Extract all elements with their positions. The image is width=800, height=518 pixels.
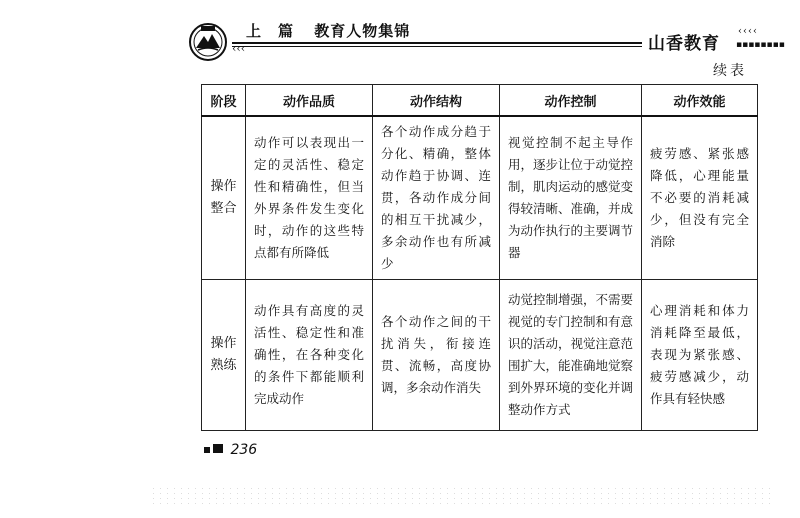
control-text: 动觉控制增强，不需要视觉的专门控制和有意识的活动，视觉注意范围扩大，能准确地觉察到外界环境的变化并调整动作方式 xyxy=(508,292,634,417)
scan-noise xyxy=(150,486,770,506)
section-title: 教育人物集锦 xyxy=(314,22,411,40)
page-number: 236 xyxy=(230,442,258,458)
column-header: 动作结构 xyxy=(373,85,500,117)
column-header: 动作效能 xyxy=(642,85,758,117)
page-number-block xyxy=(204,442,257,460)
quality-cell xyxy=(246,116,373,280)
column-header: 阶段 xyxy=(202,85,246,117)
stage-label: 操作 整合 xyxy=(210,179,237,216)
header-rule xyxy=(232,42,642,44)
motor-skill-stage-table xyxy=(201,84,758,431)
publisher-logo-icon xyxy=(188,22,228,62)
header-rule-thin xyxy=(232,46,642,47)
running-head xyxy=(246,20,410,41)
continued-label: 续表 xyxy=(713,63,747,79)
structure-text: 各个动作之间的干扰消失，衔接连贯、流畅，高度协调，多余动作消失 xyxy=(381,314,491,395)
quality-text: 动作具有高度的灵活性、稳定性和准确性，在各种变化的条件下都能顺利完成动作 xyxy=(254,303,364,406)
control-cell xyxy=(500,280,642,431)
control-cell xyxy=(500,116,642,280)
page-mark-icon xyxy=(204,447,210,453)
control-text: 视觉控制不起主导作用，逐步让位于动觉控制，肌肉运动的感觉变得较清晰、准确，并成为动作执行的主要调节器 xyxy=(508,135,634,260)
chevron-marks: ‹‹‹ xyxy=(232,42,246,55)
efficiency-text: 疲劳感、紧张感降低，心理能量不必要的消耗减少，但没有完全消除 xyxy=(650,146,749,249)
structure-text: 各个动作成分趋于分化、精确，整体动作趋于协调、连贯，各动作成分间的相互干扰减少，多余动作也有所减少 xyxy=(381,124,491,271)
stage-label: 操作 熟练 xyxy=(210,336,237,373)
table-header-row xyxy=(202,85,758,117)
column-header: 动作品质 xyxy=(246,85,373,117)
page-mark-icon xyxy=(213,444,223,453)
brand-marks: ‹‹‹‹ xyxy=(738,26,758,37)
efficiency-cell xyxy=(642,280,758,431)
stage-cell xyxy=(202,116,246,280)
structure-cell xyxy=(373,116,500,280)
stage-cell xyxy=(202,280,246,431)
quality-text: 动作可以表现出一定的灵活性、稳定性和精确性，但当外界条件发生变化时，动作的这些特点都有所降低 xyxy=(254,135,364,260)
running-header xyxy=(0,0,800,70)
table-row xyxy=(202,116,758,280)
quality-cell xyxy=(246,280,373,431)
efficiency-cell xyxy=(642,116,758,280)
efficiency-text: 心理消耗和体力消耗降至最低，表现为紧张感、疲劳感减少，动作具有轻快感 xyxy=(650,303,749,406)
brand-dots: ▪▪▪▪▪▪▪▪ xyxy=(736,40,785,50)
structure-cell xyxy=(373,280,500,431)
column-header: 动作控制 xyxy=(500,85,642,117)
brand-name: 山香教育 xyxy=(648,34,720,54)
part-label: 上 篇 xyxy=(246,22,295,40)
table-row xyxy=(202,280,758,431)
